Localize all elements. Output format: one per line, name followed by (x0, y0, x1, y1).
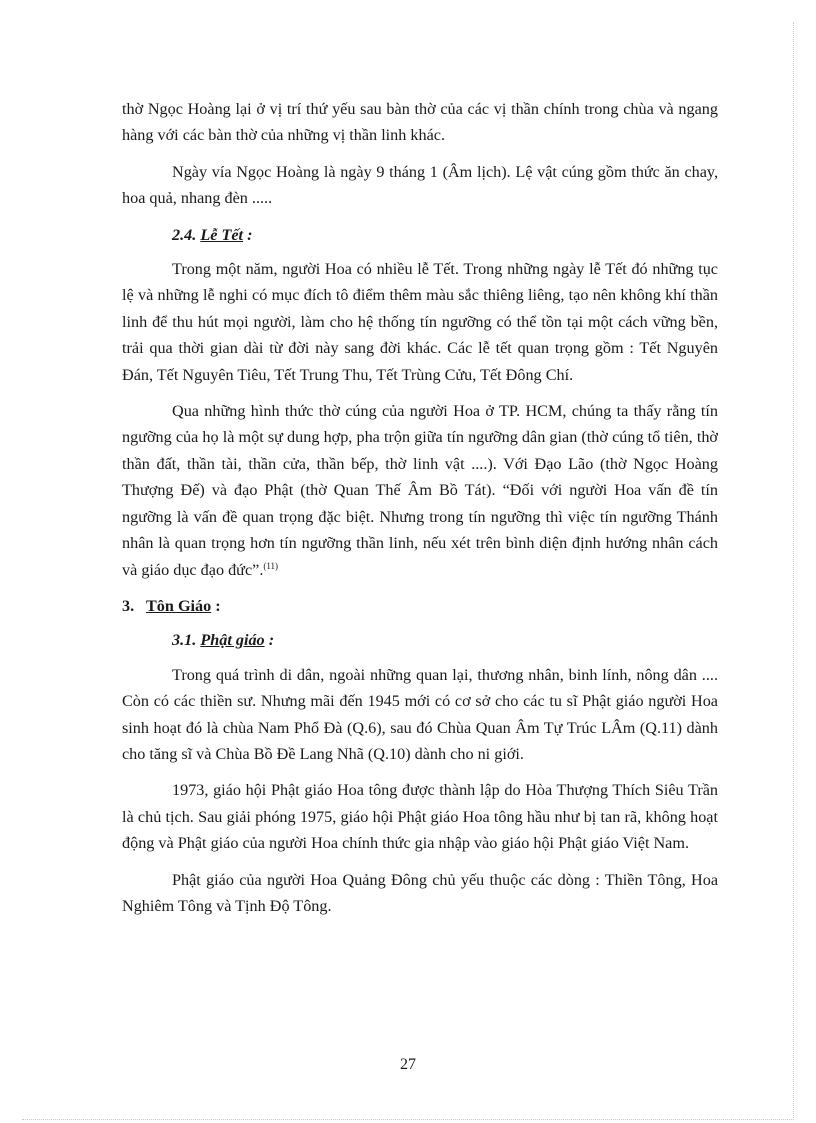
page-border-right (793, 22, 794, 1120)
paragraph-text: Qua những hình thức thờ cúng của người Hoa ở TP. HCM, chúng ta thấy rằng tín ngưỡng của họ là một sự dung hợp, pha trộn giữa tín ngưỡng dân gian (thờ cúng tổ tiên, thờ thần đất, thần tài, thần cửa, thần bếp, thờ linh vật ....). Với Đạo Lão (thờ Ngọc Hoàng Thượng Đế) và đạo Phật (thờ Quan Thế Âm Bồ Tát). “Đối với người Hoa vấn đề tín ngưỡng là vấn đề quan trọng đặc biệt. Nhưng trong tín ngưỡng thì việc tín ngưỡng Thánh nhân là quan trọng hơn tín ngưỡng thần linh, nếu xét trên bình diện định hướng nhân cách và giáo dục đạo đức”. (122, 402, 718, 579)
paragraph: Phật giáo của người Hoa Quảng Đông chủ yếu thuộc các dòng : Thiền Tông, Hoa Nghiêm Tông và Tịnh Độ Tông. (122, 870, 718, 915)
paragraph: Trong một năm, người Hoa có nhiều lễ Tết. Trong những ngày lễ Tết đó những tục lệ và những lễ nghi có mục đích tô điểm thêm màu sắc thiêng liêng, tạo nên không khí thần linh để thu hút mọi người, làm cho hệ thống tín ngưỡng có thể tồn tại một cách vững bền, trải qua thời gian dài từ đời này sang đời khác. Các lễ tết quan trọng gồm : Tết Nguyên Đán, Tết Nguyên Tiêu, Tết Trung Thu, Tết Trùng Cửu, Tết Đông Chí. (122, 260, 718, 384)
section-heading-2-4 (122, 222, 718, 248)
paragraph: Trong quá trình di dân, ngoài những quan lại, thương nhân, binh lính, nông dân .... Còn có các thiền sư. Nhưng mãi đến 1945 mới có cơ sở cho các tu sĩ Phật giáo người Hoa sinh hoạt đó là chùa Nam Phổ Đà (Q.6), sau đó Chùa Quan Âm Tự Trúc LÂm (Q.11) dành cho tăng sĩ và Chùa Bồ Đề Lang Nhã (Q.10) dành cho ni giới. (122, 665, 718, 763)
paragraph (122, 398, 718, 583)
heading-number: 2.4. (172, 225, 197, 244)
page-border-bottom (22, 1119, 794, 1120)
heading-colon: : (211, 596, 221, 615)
heading-title: Tôn Giáo (146, 596, 212, 615)
heading-colon: : (243, 225, 253, 244)
heading-title: Lễ Tết (200, 225, 244, 244)
paragraph: Ngày vía Ngọc Hoàng là ngày 9 tháng 1 (Âm lịch). Lệ vật cúng gồm thức ăn chay, hoa quả, nhang đèn ..... (122, 162, 718, 208)
heading-number: 3. (122, 596, 135, 615)
section-heading-3 (122, 593, 718, 619)
body-text (122, 96, 718, 929)
heading-title: Phật giáo (200, 631, 265, 650)
paragraph: thờ Ngọc Hoàng lại ở vị trí thứ yếu sau bàn thờ của các vị thần chính trong chùa và ngang hàng với các bàn thờ của những vị thần linh khác. (122, 100, 718, 145)
heading-colon: : (264, 631, 275, 650)
section-heading-3-1 (122, 627, 718, 653)
footnote-reference: (11) (263, 560, 279, 571)
paragraph: 1973, giáo hội Phật giáo Hoa tông được thành lập do Hòa Thượng Thích Siêu Trần là chủ tịch. Sau giải phóng 1975, giáo hội Phật giáo Hoa tông hầu như bị tan rã, không hoạt động và Phật giáo của người Hoa chính thức gia nhập vào giáo hội Phật giáo Việt Nam. (122, 781, 718, 853)
heading-number: 3.1. (172, 631, 197, 650)
page-number: 27 (400, 1056, 416, 1073)
